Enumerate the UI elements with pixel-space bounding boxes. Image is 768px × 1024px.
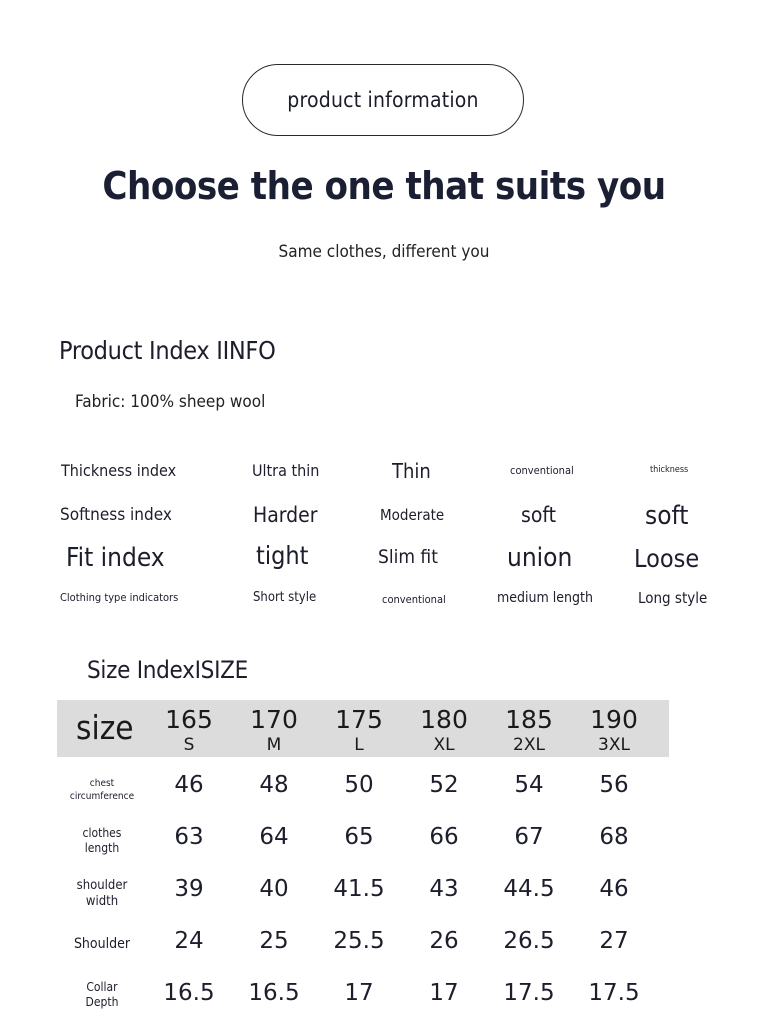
- fit-value: tight: [256, 541, 309, 570]
- size-row-label-line: Shoulder: [73, 936, 131, 952]
- size-column-number: 180: [420, 705, 468, 734]
- size-column-letter: S: [183, 735, 195, 755]
- size-cell: 26.5: [503, 928, 555, 954]
- fit-value: union: [507, 543, 573, 573]
- size-cell: 25.5: [333, 928, 385, 954]
- size-cell: 24: [174, 928, 204, 954]
- size-cell: 40: [259, 876, 289, 902]
- size-cell: 65: [344, 824, 374, 850]
- size-cell: 44.5: [503, 876, 555, 902]
- size-cell: 54: [514, 772, 544, 798]
- size-row-label-line: chest: [89, 778, 115, 789]
- size-cell: 64: [259, 824, 289, 850]
- size-cell: 17.5: [503, 980, 555, 1006]
- thickness-index-label: Thickness index: [61, 461, 177, 480]
- size-column-letter: 3XL: [598, 735, 630, 755]
- size-cell: 52: [429, 772, 459, 798]
- size-cell: 16.5: [163, 980, 215, 1006]
- size-row-label: [62, 878, 142, 911]
- size-row-label-line: width: [85, 894, 119, 910]
- thickness-value: Ultra thin: [252, 461, 320, 480]
- size-column-number: 185: [505, 705, 553, 734]
- softness-index-label: Softness index: [60, 505, 172, 525]
- thickness-value: Thin: [392, 459, 431, 483]
- clothing-type-label: Clothing type indicators: [60, 591, 179, 604]
- size-column-number: 170: [250, 705, 298, 734]
- size-row-label: [62, 826, 142, 856]
- product-index-title: Product Index IINFO: [59, 336, 276, 365]
- page-subline: Same clothes, different you: [278, 242, 490, 262]
- size-cell: 46: [174, 772, 204, 798]
- softness-value: Moderate: [380, 506, 445, 524]
- size-cell: 17: [429, 980, 459, 1006]
- size-cell: 39: [174, 876, 204, 902]
- size-cell: 41.5: [333, 876, 385, 902]
- size-cell: 27: [599, 928, 629, 954]
- size-row-label-line: Collar: [86, 980, 118, 994]
- size-column-letter: M: [266, 735, 282, 755]
- size-column-number: 165: [165, 705, 213, 734]
- size-cell: 63: [174, 824, 204, 850]
- size-column-letter: XL: [433, 735, 455, 755]
- size-row-label-line: clothes: [82, 826, 122, 840]
- size-cell: 17.5: [588, 980, 640, 1006]
- size-column-letter: 2XL: [513, 735, 545, 755]
- size-index-title: Size IndexISIZE: [87, 656, 248, 684]
- size-cell: 46: [599, 876, 629, 902]
- size-column-number: 190: [590, 705, 638, 734]
- size-row-label-line: shoulder: [76, 878, 128, 893]
- size-row-label-line: Depth: [85, 995, 119, 1009]
- size-cell: 50: [344, 772, 374, 798]
- pill-label: product information: [287, 88, 479, 112]
- size-row-label: [62, 778, 142, 803]
- size-row-label-line: circumference: [69, 790, 135, 802]
- size-cell: 26: [429, 928, 459, 954]
- size-cell: 56: [599, 772, 629, 798]
- clothing-type-value: medium length: [497, 590, 593, 606]
- size-row-label-line: length: [84, 841, 120, 855]
- size-cell: 66: [429, 824, 459, 850]
- softness-value: soft: [645, 501, 689, 531]
- clothing-type-value: Long style: [638, 589, 708, 607]
- size-cell: 48: [259, 772, 289, 798]
- fit-value: Loose: [634, 544, 700, 573]
- fit-value: Slim fit: [378, 546, 438, 568]
- product-information-pill: [242, 64, 524, 136]
- clothing-type-value: conventional: [382, 593, 446, 606]
- size-row-label: [62, 980, 142, 1010]
- size-cell: 67: [514, 824, 544, 850]
- fit-index-label: Fit index: [66, 543, 165, 573]
- fabric-info: Fabric: 100% sheep wool: [75, 392, 266, 412]
- clothing-type-value: Short style: [253, 590, 317, 605]
- size-header-label: size: [76, 708, 134, 747]
- softness-value: Harder: [253, 503, 318, 527]
- softness-value: soft: [521, 503, 557, 527]
- size-column-letter: L: [354, 735, 364, 755]
- size-column-number: 175: [335, 705, 383, 734]
- size-cell: 43: [429, 876, 459, 902]
- size-row-label: [62, 936, 142, 954]
- size-cell: 17: [344, 980, 374, 1006]
- size-cell: 68: [599, 824, 629, 850]
- page-headline: Choose the one that suits you: [102, 164, 666, 208]
- size-cell: 25: [259, 928, 289, 954]
- size-cell: 16.5: [248, 980, 300, 1006]
- thickness-value: conventional: [510, 464, 574, 477]
- thickness-value: thickness: [650, 465, 689, 475]
